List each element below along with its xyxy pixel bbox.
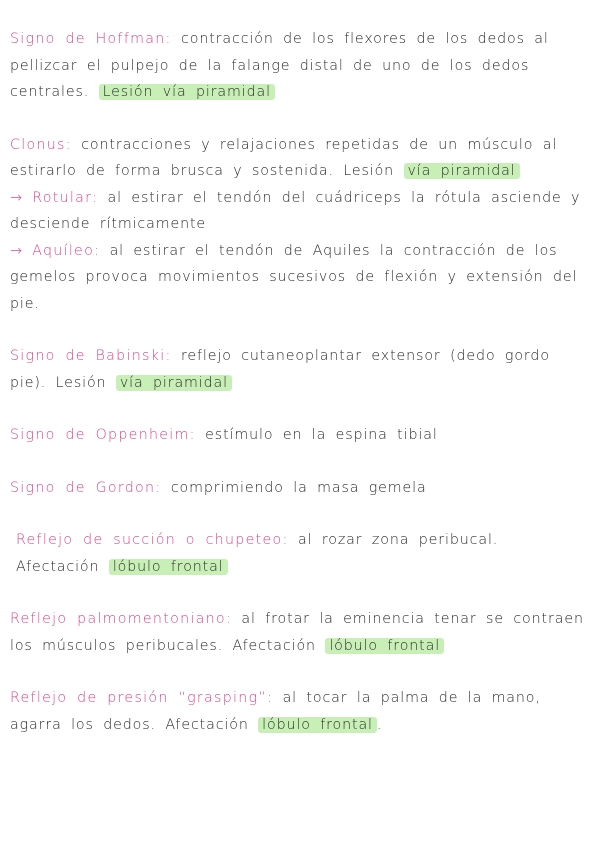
highlight-hoffman: Lesión vía piramidal [99, 84, 275, 100]
note-oppenheim [10, 422, 584, 449]
term-gordon: Signo de Gordon: [10, 479, 162, 496]
term-hoffman: Signo de Hoffman: [10, 31, 172, 47]
text-clonus: contracciones y relajaciones repetidas de un músculo al estirarlo de forma brusca y sostenida. Lesión [10, 136, 558, 179]
text-hoffman: contracción de los flexores de los dedos al pellizcar el pulpejo de la falange distal de uno de los dedos centrales. [10, 31, 549, 100]
term-clonus: Clonus: [10, 136, 72, 153]
highlight-grasping: lóbulo frontal [258, 717, 377, 733]
highlight-succion: lóbulo frontal [109, 559, 228, 575]
term-grasping: Reflejo de presión “grasping”: [10, 690, 274, 706]
text-oppenheim: estímulo en la espina tibial [205, 427, 438, 443]
text-aquileo: al estirar el tendón de Aquiles la contracción de los gemelos provoca movimientos sucesivos de flexión y extensión del pie. [10, 242, 578, 312]
note-gordon [10, 475, 584, 502]
text-succion: al rozar zona peribucal. Afectación [16, 532, 499, 575]
term-babinski: Signo de Babinski: [10, 348, 172, 364]
note-aquileo [10, 238, 584, 318]
arrow-icon: → [10, 242, 23, 259]
arrow-icon: → [10, 189, 23, 206]
term-aquileo: Aquíleo: [32, 242, 101, 259]
text-grasping-end: . [376, 716, 383, 733]
note-grasping [10, 685, 584, 738]
note-babinski [10, 343, 584, 396]
highlight-babinski: vía piramidal [116, 375, 232, 391]
term-oppenheim: Signo de Oppenheim: [10, 427, 196, 443]
text-palmomentoniano: al frotar la eminencia tenar se contraen los músculos peribucales. Afectación [10, 611, 584, 654]
note-clonus [10, 132, 584, 185]
note-rotular [10, 185, 584, 238]
term-succion: Reflejo de succión o chupeteo: [16, 532, 289, 548]
text-gordon: comprimiendo la masa gemela [170, 479, 427, 496]
text-babinski: reflejo cutaneoplantar extensor (dedo gordo pie). Lesión [10, 348, 550, 391]
note-succion [10, 527, 584, 580]
term-palmomentoniano: Reflejo palmomentoniano: [10, 611, 232, 627]
term-rotular: Rotular: [32, 189, 99, 206]
highlight-palmomentoniano: lóbulo frontal [325, 638, 444, 654]
highlight-clonus: vía piramidal [404, 163, 520, 179]
text-rotular: al estirar el tendón del cuádriceps la rótula asciende y desciende rítmicamente [10, 189, 581, 232]
note-palmomentoniano [10, 606, 584, 659]
text-grasping: al tocar la palma de la mano, agarra los dedos. Afectación [10, 690, 541, 733]
note-hoffman [10, 26, 584, 106]
